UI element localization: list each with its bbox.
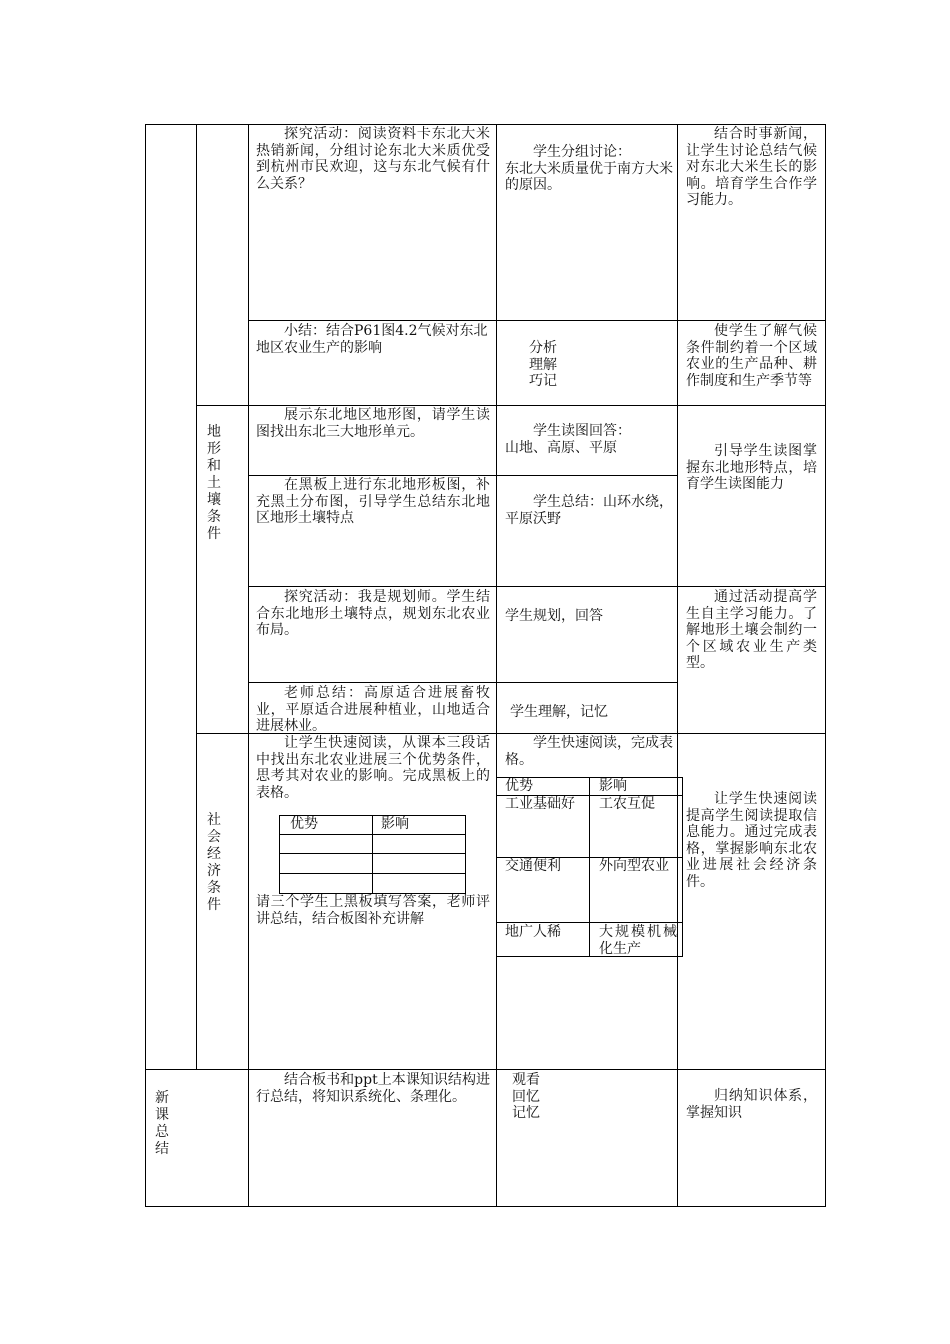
blank-table-header-impact: 影响 [381,816,409,832]
teacher-social-review: 请三个学生上黑板填写答案，老师评讲总结，结合板图补充讲解 [256,894,490,927]
answer-table-header-impact: 影响 [599,778,627,794]
blank-table-header-advantage: 优势 [290,816,318,832]
student-social-intro: 学生快速阅读，完成表格。 [505,735,673,768]
answer-table-cell: 外向型农业 [599,858,669,874]
teacher-activity-rice: 探究活动：阅读资料卡东北大米热销新闻，分组讨论东北大米质优受到杭州市民欢迎，这与东北气候有什么关系？ [256,126,490,192]
answer-table-cell: 大规模机械化生产 [599,924,677,957]
teacher-summary-climate: 小结：结合P61图4.2气候对东北地区农业生产的影响 [256,323,488,356]
answer-table-header-advantage: 优势 [505,778,533,794]
section-label-social: 社会经济条件 [207,812,221,913]
purpose-terrain: 引导学生读图掌握东北地形特点，培育学生读图能力 [686,443,817,492]
student-terrain-answer: 学生读图回答： 山地、高原、平原 [505,423,631,456]
section-label-terrain: 地形和土壤条件 [207,424,221,542]
student-planning-memorize: 学生理解，记忆 [510,704,608,720]
teacher-lesson-summary: 结合板书和ppt上本课知识结构进行总结，将知识系统化、条理化。 [256,1072,490,1105]
teacher-planning-activity: 探究活动：我是规划师。学生结合东北地形土壤特点，规划东北农业布局。 [256,589,490,638]
answer-table-cell: 工农互促 [599,796,655,812]
section-label-summary: 新课总结 [155,1090,169,1157]
student-summary-list: 观看 回忆 记忆 [512,1072,540,1121]
purpose-summary: 归纳知识体系，掌握知识 [686,1088,817,1121]
teacher-planning-summary: 老师总结：高原适合进展畜牧业，平原适合进展种植业，山地适合进展林业。 [256,685,490,734]
purpose-social: 让学生快速阅读提高学生阅读提取信息能力。通过完成表格，掌握影响东北农业进展社会经济条件。 [686,791,817,890]
student-planning-answer: 学生规划，回答 [505,608,603,624]
teacher-terrain-board: 在黑板上进行东北地形板图，补充黑土分布图，引导学生总结东北地区地形土壤特点 [256,477,490,526]
student-activity-rice: 学生分组讨论： 东北大米质量优于南方大米的原因。 [505,144,673,193]
purpose-rice: 结合时事新闻，让学生讨论总结气候对东北大米生长的影响。培育学生合作学习能力。 [686,126,817,208]
student-analyze-list: 分析 理解 巧记 [529,340,557,389]
answer-table-cell: 工业基础好 [505,796,575,812]
purpose-climate: 使学生了解气候条件制约着一个区域农业的生产品种、耕作制度和生产季节等 [686,323,817,389]
answer-table-cell: 交通便利 [505,858,561,874]
purpose-planning: 通过活动提高学生自主学习能力。了解地形土壤会制约一个区域农业生产类型。 [686,589,817,671]
student-terrain-summary: 学生总结：山环水绕，平原沃野 [505,494,673,527]
teacher-terrain-map: 展示东北地区地形图，请学生读图找出东北三大地形单元。 [256,407,490,440]
teacher-social-intro: 让学生快速阅读，从课本三段话中找出东北农业进展三个优势条件，思考其对农业的影响。完成黑板上的表格。 [256,735,490,801]
answer-table-cell: 地广人稀 [505,924,561,940]
